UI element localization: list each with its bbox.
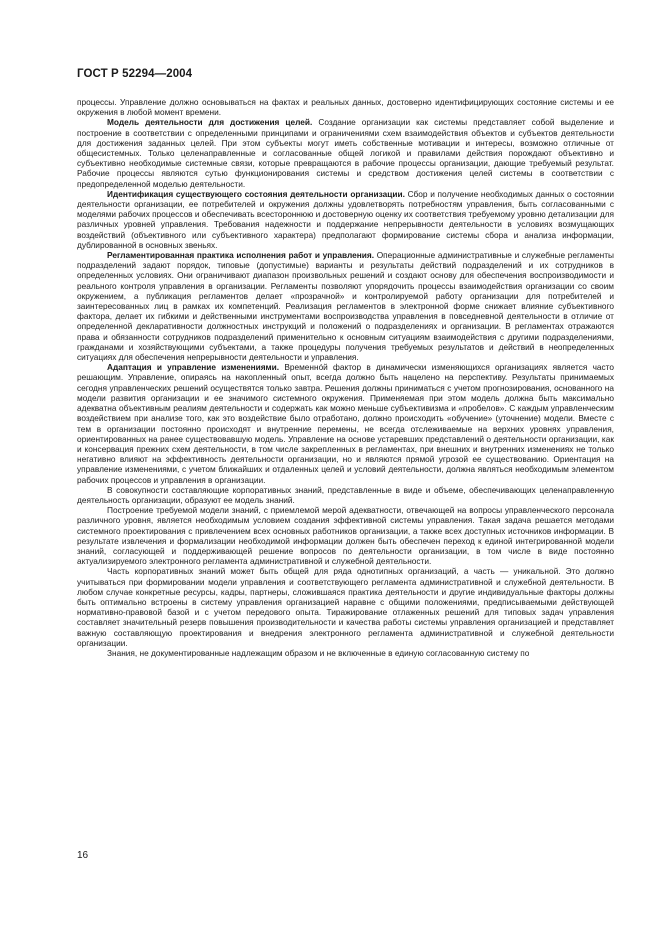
paragraph-text: Временнóй фактор в динамически изменяющихся организациях является часто решающим. Управление, опираясь на накопленный опыт, всегда должно быть нацелено на перспективу. Результаты принимаемых сегодня управленческих решений осуществятся только завтра. Решения должны приниматься с учетом прогнозирования, основанного на модели развития организации и ее значимого системного окружения. Применяемая при этом модель должна быть максимально адекватна объективным реалиям деятельности и содержать как можно меньше субъективизма и «пробелов». С каждым управленческим воздействием при анализе того, как это воздействие было отработано, должно происходить «обучение» (уточнение) модели. Вместе с тем в организации постоянно происходят и внутренние перемены, не всегда отслеживаемые на верхних уровнях управления, ориентированных на ранее существовавшую модель. Управление на основе устаревших представлений о деятельности организации, как и консервация прежних схем деятельности, в том числе закрепленных в регламентах, при внешних и внутренних изменениях не только негативно влияют на эффективность деятельности организации, но и являются прямой угрозой ее существованию. Ориентация на управление изменениями, с учетом ближайших и отдаленных целей и условий деятельности, должна являться необходимым элементом рабочих процессов и управления в организации. xyxy=(77,362,614,485)
paragraph xyxy=(77,250,614,362)
paragraph-text: Построение требуемой модели знаний, с приемлемой мерой адекватности, отвечающей на вопросы управленческого персонала различного уровня, является необходимым условием создания эффективной системы управления. Такая задача решается методами системного проектирования с привлечением всех основных работников организации, а также всех доступных источников информации. В результате извлечения и формализации необходимой информации должен быть обеспечен переход к единой интегрированной модели знаний, согласующей и поддерживающей решение вопросов по деятельности организации, в том числе в виде постоянно актуализируемого электронного регламента административной и служебной деятельности. xyxy=(77,505,614,567)
paragraph xyxy=(77,189,614,250)
standard-number: ГОСТ Р 52294—2004 xyxy=(77,68,193,80)
paragraph xyxy=(77,566,614,648)
paragraph xyxy=(77,648,614,658)
paragraph xyxy=(77,97,614,117)
paragraph-heading: Модель деятельности для достижения целей. xyxy=(107,117,313,128)
page-number: 16 xyxy=(77,850,89,861)
paragraph-text: Часть корпоративных знаний может быть общей для ряда однотипных организаций, а часть — уникальной. Это должно учитываться при формировании модели управления и соответствующего регламента административной и служебной деятельности. В любом случае конкретные ресурсы, кадры, партнеры, сложившаяся практика деятельности и другие индивидуальные факторы должны быть оптимально встроены в систему управления организацией наравне с общими положениями, предписываемыми действующей нормативно-правовой базой и с учетом передового опыта. Тиражирование отлаженных решений для типовых задач управления составляет значительный резерв повышения производительности и качества работы системы управления организацией и представляет важную составляющую проектирования и внедрения электронного регламента административной и служебной деятельности организации. xyxy=(77,566,614,648)
paragraph-heading: Регламентированная практика исполнения работ и управления. xyxy=(107,250,375,261)
paragraph-text: Знания, не документированные надлежащим образом и не включенные в единую согласованную систему по xyxy=(107,647,530,658)
paragraph xyxy=(77,505,614,566)
paragraph-heading: Идентификация существующего состояния деятельности организации. xyxy=(107,188,405,199)
paragraph-text: Сбор и получение необходимых данных о состоянии деятельности организации, ее потребителей и окружения должны удовлетворять потребностям управления, быть согласованными с моделями рабочих процессов и обеспечивать всестороннюю и достоверную оценку их соответствия требуемому уровню детализации для различных уровней управления. Требования надежности и поддержание непрерывности деятельности в условиях возмущающих воздействий (объективного или субъективного характера) предполагают формирование системы сбора и анализа информации, дублированной в основных звеньях. xyxy=(77,188,614,250)
paragraph-heading: Адаптация и управление изменениями. xyxy=(107,362,280,373)
paragraph xyxy=(77,362,614,484)
page-body xyxy=(77,97,614,658)
paragraph xyxy=(77,485,614,505)
paragraph-text: Создание организации как системы представляет собой выделение и построение в соответствии с определенными принципами и ограничениями схем взаимодействия объектов и субъектов деятельности для достижения заданных целей. При этом субъекты могут иметь собственные мотивации и интересы, возможно отличные от общесистемных. Только целенаправленные и согласованные общей логикой и правилами действия порождают объективно и субъективно необходимые системные связи, которые превращаются в рабочие процессы организации, дающие требуемый результат. Рабочие процессы являются сутью функционирования системы и средством достижения целей системы в соответствии с предопределенной моделью деятельности. xyxy=(77,117,614,189)
paragraph-text: Операционные административные и служебные регламенты подразделений задают порядок, типовые (допустимые) варианты и результаты действий подразделений и их сотрудников в определенных условиях. Они ограничивают диапазон произвольных решений и создают основу для обеспечения воспроизводимости и реального контроля управления в организации. Регламенты позволяют упорядочить процессы взаимодействия организации со своим окружением, а публикация регламентов делает «прозрачной» и контролируемой работу организации для потребителей и заинтересованных лиц в рамках их компетенций. Реализация регламентов в электронной форме снижает влияние субъективного фактора, делает их гибкими и действенными инструментами воспроизводства управления в повседневной деятельности в отличие от определенной декларативности должностных инструкций и положений о подразделениях и организации. В регламентах отражаются права и обязанности сотрудников подразделений применительно к основным ситуациям взаимодействия с другими подразделениями, гражданами и хозяйствующими субъектами, а также процедуры получения требуемых результатов и действий в неопределенных ситуациях для обеспечения непрерывности деятельности и управления. xyxy=(77,250,614,363)
paragraph-text: процессы. Управление должно основываться на фактах и реальных данных, достоверно идентифицирующих состояние системы и ее окружения в любой момент времени. xyxy=(77,97,614,118)
paragraph-text: В совокупности составляющие корпоративных знаний, представленные в виде и объеме, обеспечивающих целенаправленную деятельность организации, образуют ее модель знаний. xyxy=(77,484,614,505)
paragraph xyxy=(77,117,614,188)
